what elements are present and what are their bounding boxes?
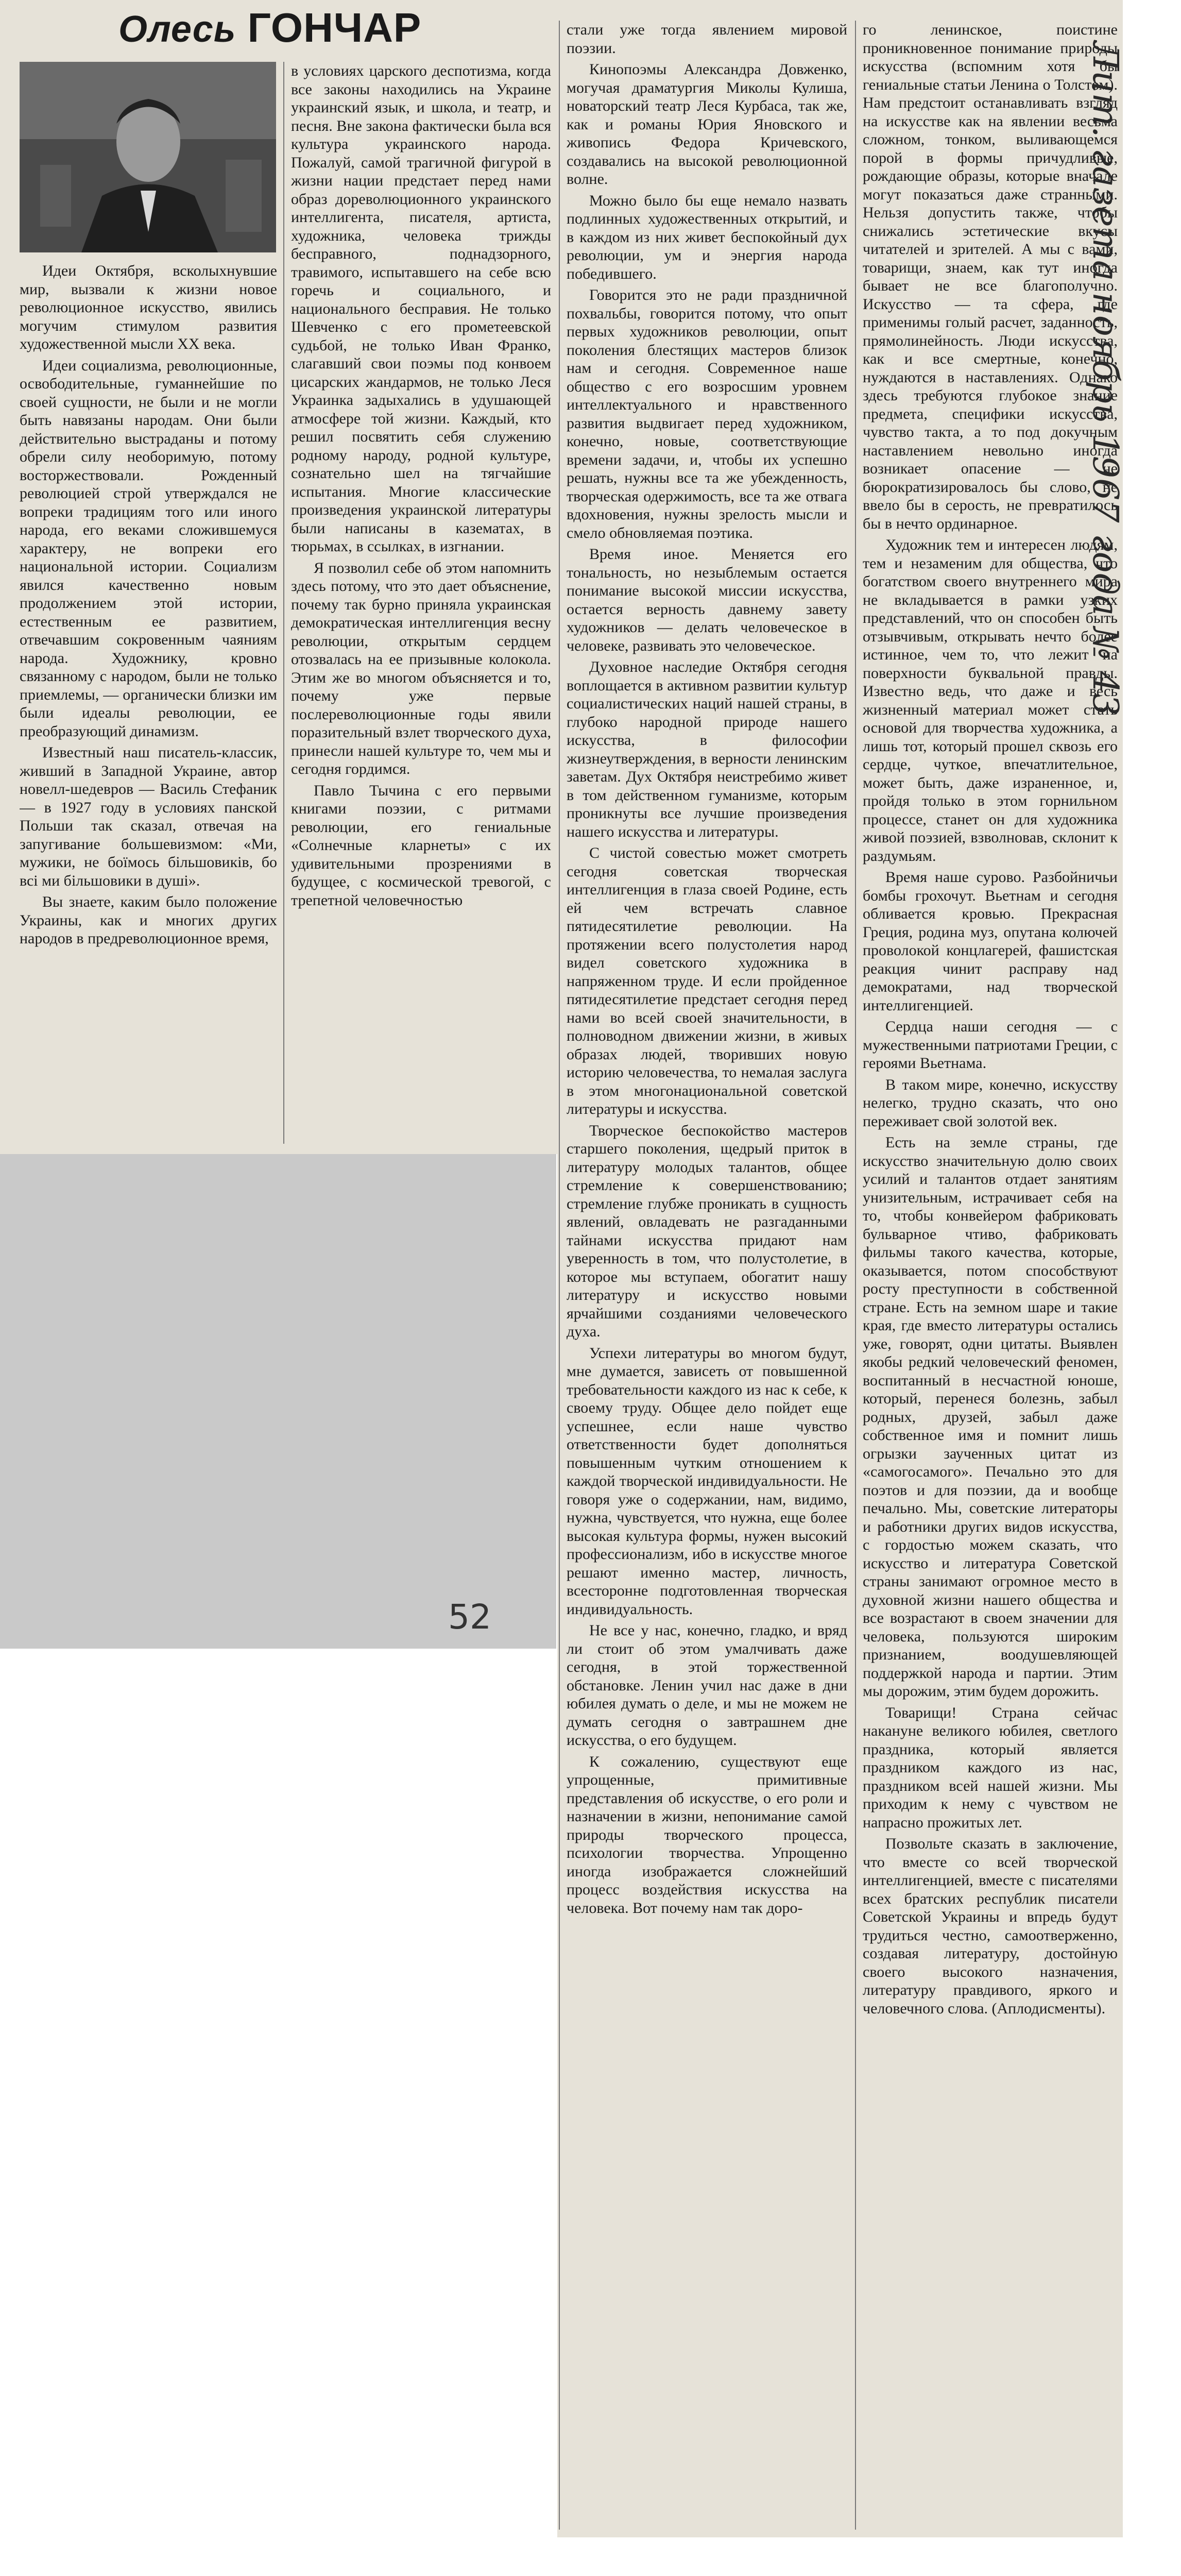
article-column-2 (291, 62, 551, 1149)
col4-paragraph-7: Товарищи! Страна сейчас накануне великого юбилея, светлого праздника, который является праздником каждого из нас, праздником всей нашей жизни. Мы приходим к нему с чувством не напрасно прожитых лет. (863, 1704, 1118, 1831)
author-portrait-image (20, 62, 276, 252)
col3-paragraph-7: С чистой совестью может смотреть сегодня советская творческая интеллигенция в глаза своей Родине, есть ей чем встречать славное пятидесятилетие революции. На протяжении всего полустолетия народ видел советского художника в напряженном труде. И если пройденное пятидесятилетие предстает сегодня перед нами во всей своей значительности, в полноводном движении жизни, в живых образах людей, творивших новую историю человечества, то немалая заслуга в этом многонациональной советской литературы и искусства. (567, 844, 847, 1117)
col3-paragraph-3: Можно было бы еще немало назвать подлинных художественных открытий, и в каждом из них живет беспокойный дух революции, ум и энергия народа победившего. (567, 192, 847, 282)
handwritten-page-number: 52 (448, 1597, 491, 1637)
col2-paragraph-1: в условиях царского деспотизма, когда все законы находились на Украине украинский язык, и школа, и театр, и песня. Вне закона фактически была вся культура украинского народа. Пожалуй, самой трагичной фигурой в жизни нации предстает перед нами образ дореволюционного украинского интеллигента, писателя, артиста, художника, человека трижды бесправного, поднадзорного, травимого, испытавшего на себе всю горечь и социального, и национального бесправия. Не только Шевченко с его прометеевской судьбой, не только Иван Франко, слагавший свои поэмы под конвоем цисарских жандармов, не только Леся Украинка задыхались в удушающей атмосфере той жизни. Каждый, кто решил посвятить себя служению родному народу, родной культуре, сознательно шел на тягчайшие испытания. Многие классические произведения украинской литературы были написаны в казематах, в тюрьмах, в ссылках, в изгнании. (291, 62, 551, 555)
col1-paragraph-2: Идеи социализма, революционные, освободительные, гуманнейшие по своей сущности, не были и не могли быть навязаны народам. Они были действительно выстраданы и потому обрели силу необоримую, потому восторжествовали. Рожденный революцией строй утверждался не вопреки традициям того или иного народа, его веками сложившемуся характеру, не вопреки его национальной истории. Социализм явился качественно новым продолжением этой истории, естественным ее развитием, отвечавшим сокровенным чаяниям народа. Художнику, кровно связанному с народом, были не только приемлемы, — органически близки им были идеалы революции, ее преобразующий динамизм. (20, 357, 277, 740)
column-divider (283, 62, 284, 1144)
col3-paragraph-6: Духовное наследие Октября сегодня воплощается в активном развитии культур социалистических наций нашей страны, в глубоко народной природе нашего искусства, в философии жизнеутверждения, в верности ленинским заветам. Дух Октября неистребимо живет в том действенном гуманизме, которым проникнуты все лучшие произведения нашего искусства и литературы. (567, 658, 847, 840)
col3-paragraph-11: К сожалению, существуют еще упрощенные, примитивные представления об искусстве, о его роли и назначении в жизни, непонимание самой природы творческого процесса, психологии творчества. Упрощенно иногда изображается сложнейший процесс воздействия искусства на человека. Вот почему нам так доро- (567, 1753, 847, 1917)
col4-paragraph-8: Позвольте сказать в заключение, что вместе со всей творческой интеллигенцией, вместе с писателями всех братских республик писатели Советской Украины и впредь будут трудиться честно, самоотверженно, создавая литературу, достойную своего высокого назначения, литературу правдивого, яркого и человечного слова. (Аплодисменты). (863, 1835, 1118, 2017)
column-divider (559, 21, 560, 2530)
article-headline (118, 4, 541, 52)
author-surname: ГОНЧАР (247, 5, 422, 50)
scan-background (0, 1154, 556, 1649)
handwritten-source-note (1028, 31, 1161, 855)
col1-paragraph-1: Идеи Октября, всколыхнувшие мир, вызвали к жизни новое революционное искусство, явились могучим стимулом развития художественной мысли XX века. (20, 262, 277, 352)
author-photo (20, 62, 276, 252)
article-column-1 (20, 262, 277, 1148)
column-divider (855, 21, 856, 2530)
handwritten-source-text: Лит. газета ноябрь 1967 года № 43 (1085, 41, 1125, 716)
author-given-name: Олесь (118, 9, 236, 50)
col3-paragraph-5: Время иное. Меняется его тональность, но незыблемым остается понимание высокой миссии искусства, остается верность давнему завету художников — делать человеческое в человеке, развивать это человеческое. (567, 546, 847, 654)
col4-paragraph-1: го ленинское, поистине проникновенное понимание природы искусства (вспомним хотя бы гениальные статьи Ленина о Толстом). Нам предстоит останавливать взгляд на искусстве как на явлении весьма сложном, тонком, выливающемся порой в формы причудливые, рождающие образы, которые вначале могут показаться даже странными. Нельзя допустить также, чтобы снижались эстетические вкусы читателей и зрителей. А мы с вами, товарищи, знаем, как тут иногда бывает не все благополучно. Искусство — та сфера, где применимы голый расчет, заданность, прямолинейность. Люди искусства, как и все смертные, конечно, нуждаются в наставлениях. Однако здесь требуются глубокое знание предмета, специфики искусства, чувство такта, а то под докучным наставлением невольно иногда возникает опасение — не бюрократизировалось бы слово, не ввело бы в серость, не превратилось бы в нечто ординарное. (863, 21, 1118, 532)
col3-paragraph-10: Не все у нас, конечно, гладко, и вряд ли стоит об этом умалчивать даже сегодня, в этой торжественной обстановке. Ленин учил нас даже в дни юбилея думать о деле, и мы не можем не думать сегодня о завтрашнем дне искусства, о его будущем. (567, 1622, 847, 1749)
col4-paragraph-6: Есть на земле страны, где искусство значительную долю своих усилий и талантов отдает занятиям унизительным, истрачивает себя на то, чтобы конвейером фабриковать бульварное чтиво, фабриковать фильмы такого качества, которые, оказывается, потом способствуют росту преступности в собственной стране. Есть на земном шаре и такие края, где вместо литературы остались уже, говорят, одни цитаты. Выявлен якобы редкий человеческий феномен, воспитанный в несчастной юноше, который, перенеся болезнь, забыл родных, друзей, забыл даже собственное имя и помнит лишь огрызки заученных цитат из «самогосамого». Печально это для поэтов и для поэзии, да и вообще печально. Мы, советские литераторы и работники других видов искусства, с гордостью можем сказать, что искусство и литература Советской страны занимают огромное место в духовной жизни нашего общества и все возрастают в своем значении для человека, пользуются широким признанием, воодушевляющей поддержкой народа и партии. Этим мы дорожим, этим будем дорожить. (863, 1134, 1118, 1700)
col2-paragraph-3: Павло Тычина с его первыми книгами поэзии, с ритмами революции, его гениальные «Солнечные кларнеты» с их удивительными прозрениями в будущее, с космической тревогой, с трепетной человечностью (291, 782, 551, 909)
col4-paragraph-4: Сердца наши сегодня — с мужественными патриотами Греции, с героями Вьетнама. (863, 1018, 1118, 1072)
col2-paragraph-2: Я позволил себе об этом напомнить здесь потому, что это дает объяснение, почему так бурно приняла украинская демократическая интеллигенция весну революции, открытым сердцем отозвалась на ее призывные колокола. Этим же во многом объясняется и то, почему уже первые послереволюционные годы явили поразительный взлет творческого духа, принесли нашей культуре то, чем мы и сегодня гордимся. (291, 559, 551, 777)
col1-paragraph-4: Вы знаете, каким было положение Украины, как и многих других народов в предреволюционное время, (20, 893, 277, 947)
col4-paragraph-3: Время наше сурово. Разбойничьи бомбы грохочут. Вьетнам и сегодня обливается кровью. Прекрасная Греция, родина муз, опутана колючей проволокой концлагерей, фашистская реакция чинит расправу над демократами, над творческой интеллигенцией. (863, 869, 1118, 1014)
article-column-3 (567, 21, 847, 2530)
col1-paragraph-3: Известный наш писатель-классик, живший в Западной Украине, автор новелл-шедевров — Василь Стефаник — в 1927 году в условиях панской Польши так сказал, отвечая на запугивание большевизмом: «Ми, мужики, не боїмось більшовиків, бо всі ми більшовики в душі». (20, 744, 277, 889)
col4-paragraph-2: Художник тем и интересен людям, тем и незаменим для общества, что богатством своего внутреннего мира не вкладывается в рамки узких представлений, что он способен быть отзывчивым, открывать нечто более истинное, чем то, что лежит на поверхности буквальной правды. Известно ведь, что даже и весь жизненный материал может стать основой для творчества художника, а лишь тот, который прошел сквозь его сердце, чуткое, впечатлительное, может быть, даже израненное, и, пройдя только в этом горнильном процессе, станет он для художника живой поэзией, взволновав, склонит к раздумьям. (863, 536, 1118, 865)
col3-paragraph-8: Творческое беспокойство мастеров старшего поколения, щедрый приток в литературу молодых талантов, общее стремление к совершенствованию; стремление глубже проникать в сущность явлений, овладевать не разгаданными тайнами искусства придают нам уверенность в том, что полустолетие, в которое мы вступаем, обогатит нашу литературу и искусство новыми ярчайшими созданиями человеческого духа. (567, 1122, 847, 1340)
col3-paragraph-2: Кинопоэмы Александра Довженко, могучая драматургия Миколы Кулиша, новаторский театр Леся Курбаса, так же, как и романы Юрия Яновского и живопись Федора Кричевского, создавались на высокой революционной волне. (567, 61, 847, 188)
col3-paragraph-1: стали уже тогда явлением мировой поэзии. (567, 21, 847, 57)
col3-paragraph-9: Успехи литературы во многом будут, мне думается, зависеть от повышенной требовательности каждого из нас к себе, к своему труду. Общее дело пойдет еще успешнее, если наше чувство ответственности будет дополняться повышенным чутким отношением к каждой творческой индивидуальности. Не говоря уже о содержании, нам, видимо, нужна, чувствуется, что нужна, еще более высокая культура формы, нужен высокий профессионализм, ибо в искусстве многое решают именно мастер, личность, всесторонне подготовленная творческая индивидуальность. (567, 1344, 847, 1618)
col4-paragraph-5: В таком мире, конечно, искусству нелегко, трудно сказать, что оно переживает свой золотой век. (863, 1076, 1118, 1130)
col3-paragraph-4: Говорится это не ради праздничной похвальбы, говорится потому, что опыт первых художников революции, опыт поколения блестящих мастеров близок нам и сегодня. Современное наше общество с его возросшим уровнем интеллектуального и нравственного развития выдвигает перед художником, конечно, новые, соответствующие времени задачи, и, чтобы их успешно решать, нужны все та же убежденность, творческая одержимость, все та же отвага вдохновения, нужны зрелость мысли и смело обновляемая поэтика. (567, 286, 847, 541)
